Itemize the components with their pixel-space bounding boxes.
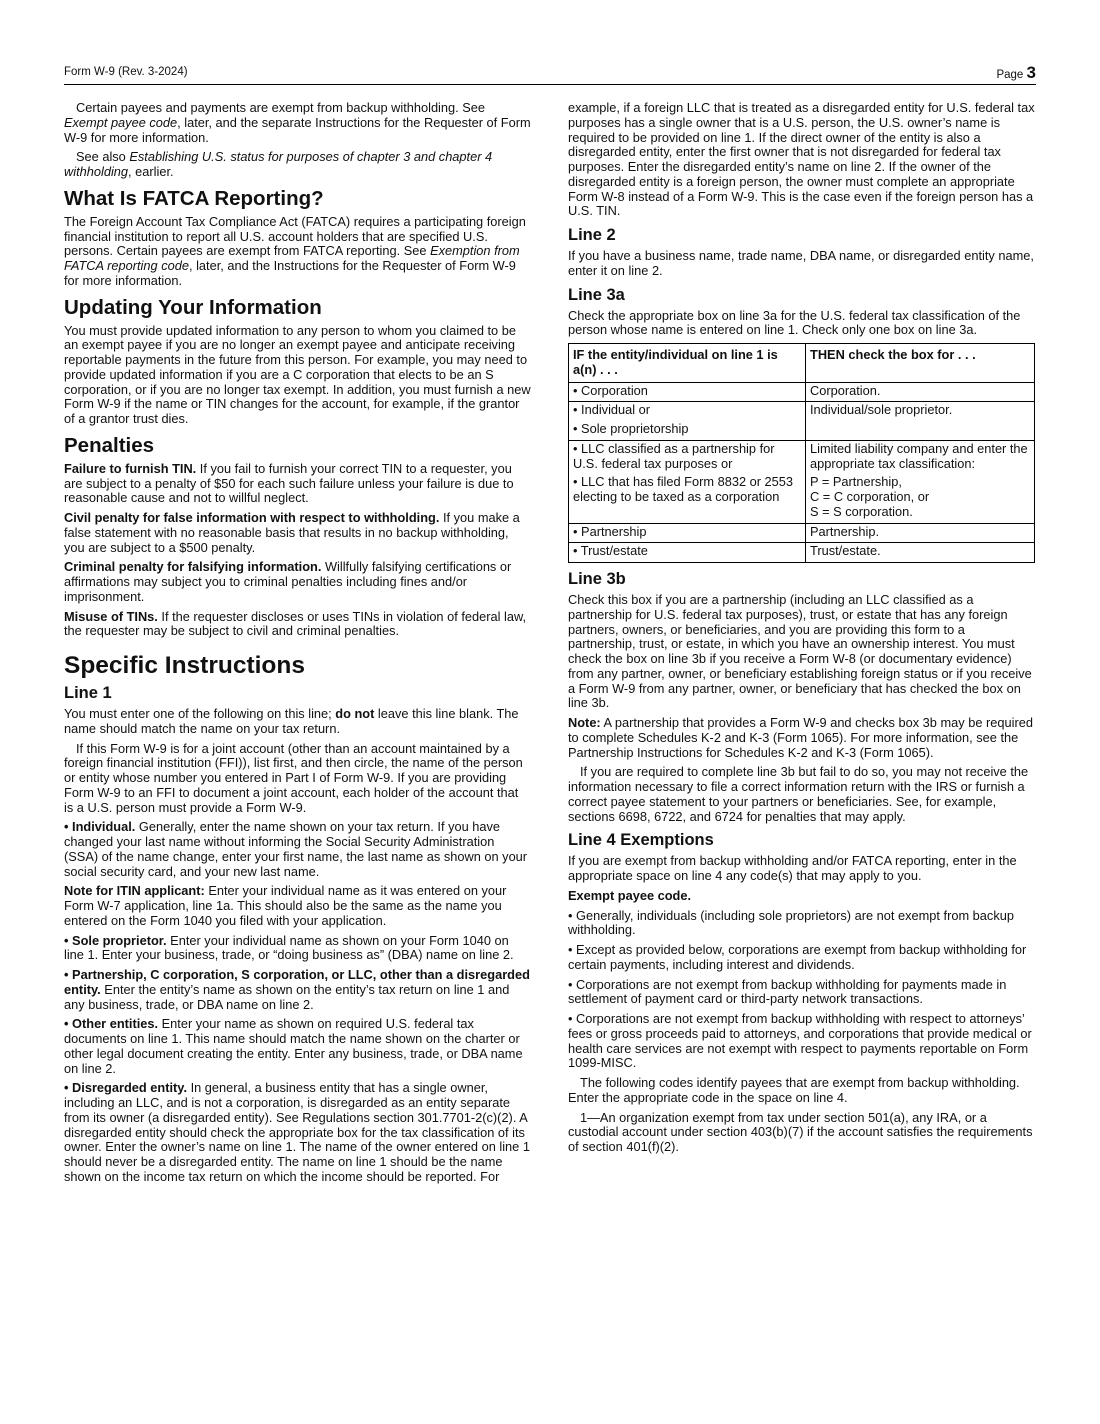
table-row (569, 382, 1035, 402)
partnership-paragraph: • Partnership, C corporation, S corporation, or LLC, other than a disregarded entity. Enter the entity’s name as shown on the entity’s tax return on line 1 and any business, trade, or DBA name on line 2. (64, 967, 530, 1012)
continued-paragraph: example, if a foreign LLC that is treated as a disregarded entity for U.S. federal tax purposes has a single owner that is a U.S. person, the U.S. owner’s name is required to be provided on line 1. If the direct owner of the entity is also a disregarded entity, enter the first owner that is not disregarded for federal tax purposes. Enter the disregarded entity’s name on line 2. If the owner of the disregarded entity is a foreign person, the owner must complete an appropriate Form W-8 instead of a Form W-9. This is the case even if the foreign person has a U.S. TIN. (568, 100, 1035, 219)
line3b-heading: Line 3b (568, 570, 626, 588)
table-cell: Trust/estate. (806, 543, 1035, 563)
table-cell: • Trust/estate (569, 543, 806, 563)
table-cell: • Individual or • Sole proprietorship (569, 402, 806, 441)
table-row (569, 543, 1035, 563)
table-cell: • Partnership (569, 523, 806, 543)
list-item: • Corporations are not exempt from backup withholding with respect to attorneys’ fees or gross proceeds paid to attorneys, and corporations that provide medical or health care services are not exempt with respect to payments reportable on Form 1099-MISC. (568, 1011, 1032, 1071)
classification-table (568, 343, 1035, 563)
table-cell: Limited liability company and enter the appropriate tax classification: P = Partnership, C = C corporation, or S = S corporation. (806, 440, 1035, 523)
line3b-paragraph: Check this box if you are a partnership (including an LLC classified as a partnership for U.S. federal tax purposes), trust, or estate that has any foreign partners, owners, or beneficiaries, and you are providing this form to a partnership, trust, or estate, in which you have an ownership interest. You must check the box on line 3b if you receive a Form W-8 (or documentary evidence) from any partner, owner, or beneficiary establishing foreign status or if you receive a Form W-9 from any partner, owner, or beneficiary that has checked the box on line 3b. (568, 592, 1032, 711)
penalty-criminal: Criminal penalty for falsifying information. Willfully falsifying certifications or affirmations may subject you to criminal penalties including fines and/or imprisonment. (64, 559, 512, 604)
see-also-paragraph: See also Establishing U.S. status for purposes of chapter 3 and chapter 4 withholding, earlier. (64, 149, 493, 179)
exempt-payee-heading: Exempt payee code. (568, 887, 692, 903)
table-row (569, 402, 1035, 441)
individual-paragraph: • Individual. Generally, enter the name shown on your tax return. If you have changed your last name without informing the Social Security Administration (SSA) of the name change, enter your first name, the last name as shown on your social security card, and your new last name. (64, 819, 528, 879)
list-item: • Generally, individuals (including sole proprietors) are not exempt from backup withholding. (568, 907, 1014, 938)
line3b-penalty-paragraph: If you are required to complete line 3b but fail to do so, you may not receive the information necessary to file a correct information return with the IRS or furnish a correct payee statement to your partners or beneficiaries. See, for example, sections 6698, 6722, and 6724 for penalties that may apply. (568, 764, 1029, 824)
code-1-paragraph: 1—An organization exempt from tax under section 501(a), any IRA, or a custodial account under section 403(b)(7) if the account satisfies the requirements of section 401(f)(2). (568, 1109, 1033, 1154)
line1-heading: Line 1 (64, 684, 112, 702)
page-number: 3 (1026, 63, 1036, 82)
table-header-cell: THEN check the box for . . . (806, 344, 1035, 383)
other-entities-paragraph: • Other entities. Enter your name as shown on required U.S. federal tax documents on line 1. This name should match the name shown on the charter or other legal document creating the entity. Enter any business, trade, or DBA name on line 2. (64, 1016, 523, 1076)
page-label: Page 3 (996, 63, 1036, 82)
table-cell: • Corporation (569, 382, 806, 402)
penalty-tin: Failure to furnish TIN. If you fail to furnish your correct TIN to a requester, you are subject to a penalty of $50 for each such failure unless your failure is due to reasonable cause and not to willful neglect. (64, 460, 514, 506)
left-column (64, 101, 531, 1190)
itin-note: Note for ITIN applicant: Enter your individual name as it was entered on your Form W-7 application, line 1a. This should also be the same as the name you entered on the Form 1040 you filed with your application. (64, 883, 507, 928)
table-cell: Partnership. (806, 523, 1035, 543)
table-header-cell: IF the entity/individual on line 1 is a(n) . . . (569, 344, 806, 383)
table-row (569, 440, 1035, 523)
line1-paragraph: You must enter one of the following on this line; do not leave this line blank. The name should match the name on your tax return. (64, 706, 519, 736)
table-cell: Corporation. (806, 382, 1035, 402)
penalty-civil: Civil penalty for false information with respect to withholding. If you make a false statement with no reasonable basis that results in no backup withholding, you are subject to a $500 penalty. (64, 510, 520, 555)
right-column (568, 101, 1036, 1160)
penalty-misuse: Misuse of TINs. If the requester discloses or uses TINs in violation of federal law, the requester may be subject to civil and criminal penalties. (64, 608, 527, 639)
line3a-heading: Line 3a (568, 285, 625, 304)
table-row (569, 523, 1035, 543)
line4-paragraph: If you are exempt from backup withholding and/or FATCA reporting, enter in the appropriate space on line 4 any code(s) that may apply to you. (568, 853, 1017, 883)
penalties-heading: Penalties (64, 433, 155, 457)
specific-instructions-heading: Specific Instructions (64, 652, 305, 679)
page-header (64, 62, 1036, 85)
fatca-paragraph: The Foreign Account Tax Compliance Act (FATCA) requires a participating foreign financial institution to report all U.S. account holders that are specified U.S. persons. Certain payees are exempt from FATCA reporting. See Exemption from FATCA reporting code, later, and the Instructions for the Requester of Form W-9 for more information. (64, 213, 526, 288)
table-cell: • LLC classified as a partnership for U.S. federal tax purposes or • LLC that has filed Form 8832 or 2553 electing to be taxed as a corporation (569, 440, 806, 523)
joint-account-paragraph: If this Form W-9 is for a joint account (other than an account maintained by a foreign financial institution (FFI)), list first, and then circle, the name of the person or entity whose number you entered in Part I of Form W-9. If you are providing Form W-9 to an FFI to document a joint account, each holder of the account that is a U.S. person must provide a Form W-9. (64, 740, 523, 815)
codes-intro-paragraph: The following codes identify payees that are exempt from backup withholding. Enter the appropriate code in the space on line 4. (568, 1075, 1020, 1105)
disregarded-entity-paragraph: • Disregarded entity. In general, a business entity that has a single owner, including an LLC, and is not a corporation, is disregarded as an entity separate from its owner (a disregarded entity). See Regulations section 301.7701-2(c)(2). A disregarded entity should check the appropriate box for the tax classification of its owner. Enter the owner’s name on line 1. The name of the owner entered on line 1 should never be a disregarded entity. The name on line 1 should be the name shown on the income tax return on which the income should be reported. For (64, 1080, 530, 1184)
sole-proprietor-paragraph: • Sole proprietor. Enter your individual name as shown on your Form 1040 on line 1. Enter your business, trade, or “doing business as” (DBA) name on line 2. (64, 932, 514, 963)
form-id: Form W-9 (Rev. 3-2024) (64, 66, 188, 78)
fatca-heading: What Is FATCA Reporting? (64, 186, 324, 210)
list-item: • Except as provided below, corporations are exempt from backup withholding for certain payments, including interest and dividends. (568, 942, 1027, 972)
list-item: • Corporations are not exempt from backup withholding for payments made in settlement of payment card or third-party network transactions. (568, 976, 1007, 1007)
line3b-note: Note: A partnership that provides a Form W-9 and checks box 3b may be required to complete Schedules K-2 and K-3 (Form 1065). For more information, see the Partnership Instructions for Schedules K-2 and K-3 (Form 1065). (568, 715, 1033, 760)
line2-heading: Line 2 (568, 226, 616, 244)
intro-paragraph: Certain payees and payments are exempt from backup withholding. See Exempt payee code, later, and the separate Instructions for the Requester of Form W-9 for more information. (64, 100, 531, 145)
line4-heading: Line 4 Exemptions (568, 831, 714, 850)
line2-paragraph: If you have a business name, trade name, DBA name, or disregarded entity name, enter it on line 2. (568, 248, 1034, 278)
table-cell: Individual/sole proprietor. (806, 402, 1035, 441)
updating-heading: Updating Your Information (64, 295, 322, 319)
updating-paragraph: You must provide updated information to any person to whom you claimed to be an exempt payee if you are no longer an exempt payee and anticipate receiving reportable payments in the future from this person. For example, you may need to provide updated information if you are a C corporation that elects to be an S corporation, or if you are no longer tax exempt. In addition, you must furnish a new Form W-9 if the name or TIN changes for the account, for example, if the grantor of a grantor trust dies. (64, 322, 531, 426)
line3a-paragraph: Check the appropriate box on line 3a for the U.S. federal tax classification of the person whose name is entered on line 1. Check only one box on line 3a. (568, 307, 1021, 338)
table-header-row (569, 344, 1035, 383)
